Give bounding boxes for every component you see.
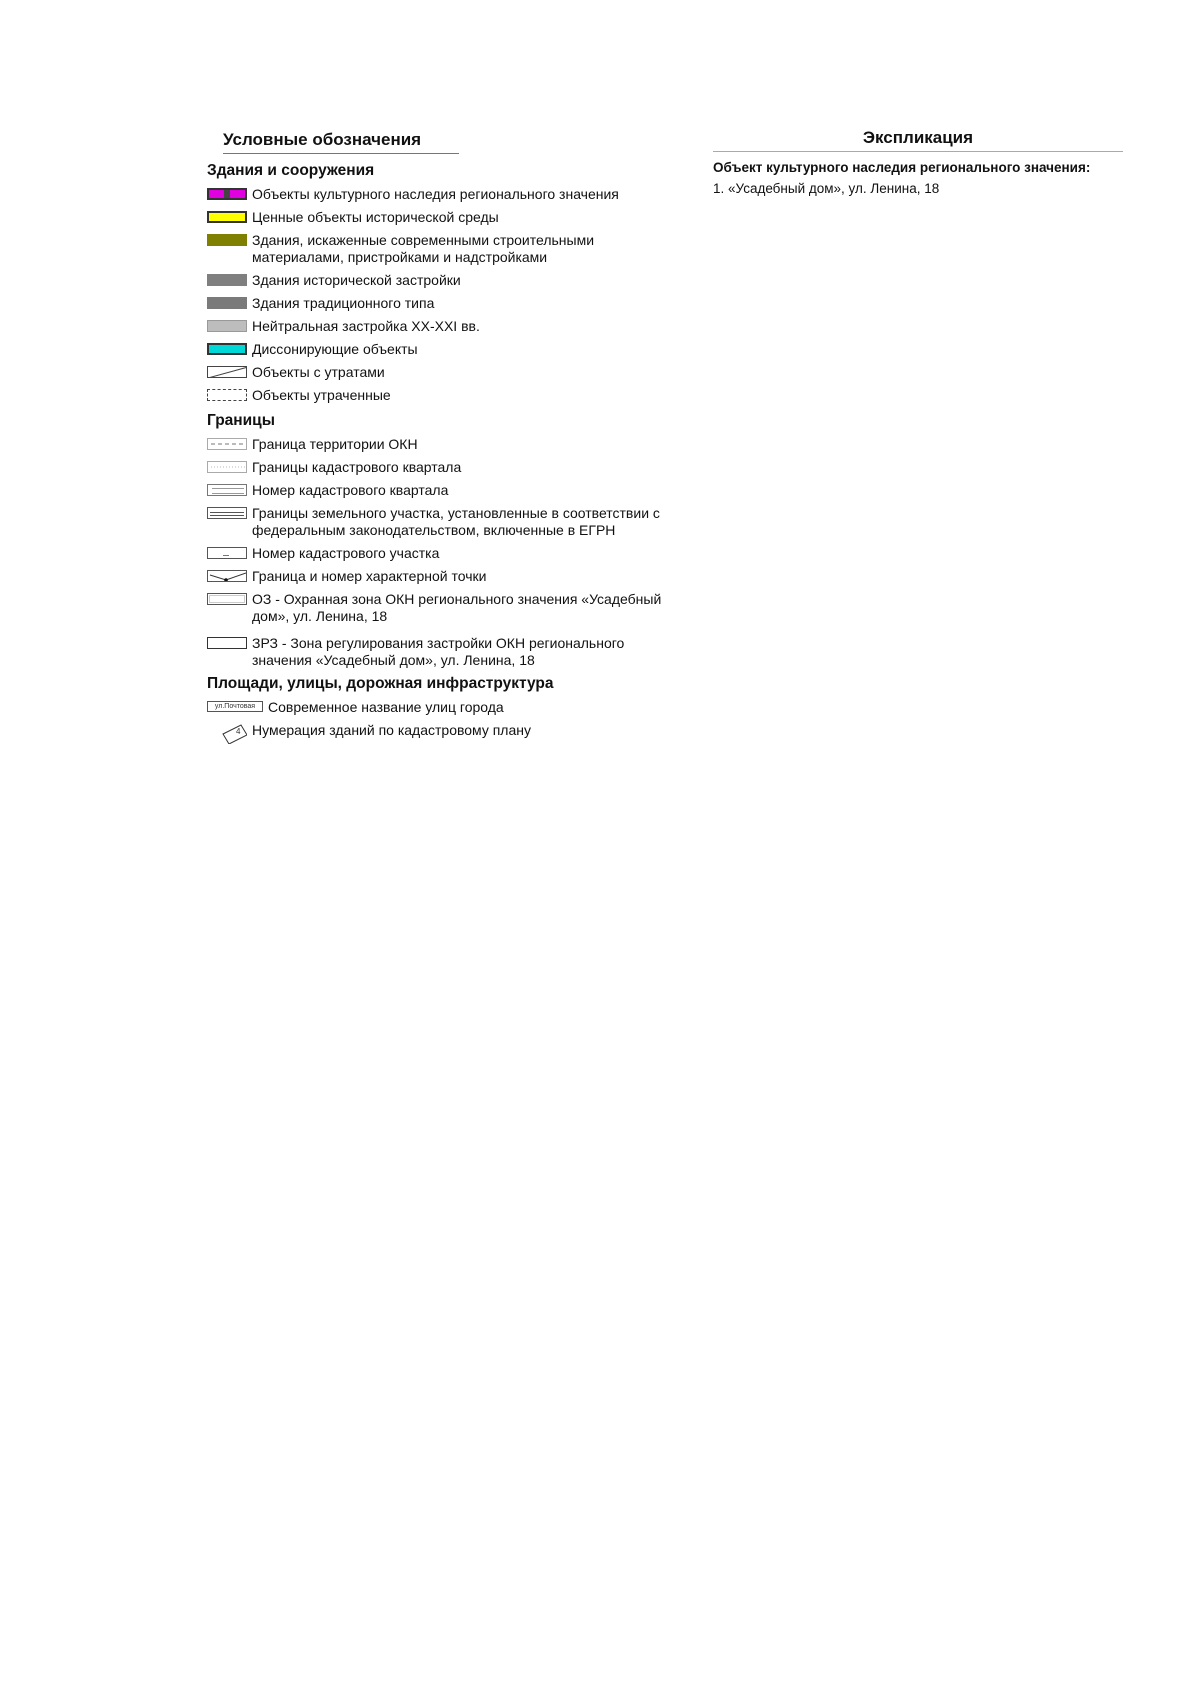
legend-item-dissonant: Диссонирующие объекты <box>207 341 677 358</box>
legend-item-okn-border: Граница территории ОКН <box>207 436 677 453</box>
section-buildings-title: Здания и сооружения <box>207 162 375 179</box>
historic-swatch <box>207 274 247 286</box>
distorted-swatch <box>207 234 247 246</box>
quarter-number-symbol <box>207 484 247 496</box>
quarter-border-symbol <box>207 461 247 473</box>
explication <box>713 128 1123 196</box>
legend-item-historic: Здания исторической застройки <box>207 272 677 289</box>
legend-item-distorted: Здания, искаженные современными строительными материалами, пристройками и надстройками <box>207 232 677 266</box>
legend-item-losses: Объекты с утратами <box>207 364 677 381</box>
legend-item-quarter-number: Номер кадастрового квартала <box>207 482 677 499</box>
okn-border-symbol <box>207 438 247 450</box>
traditional-swatch <box>207 297 247 309</box>
building-number-symbol: 4 <box>207 722 247 744</box>
legend-item-neutral: Нейтральная застройка XX-XXI вв. <box>207 318 677 335</box>
legend <box>207 130 677 750</box>
legend-item-quarter-borders: Границы кадастрового квартала <box>207 459 677 476</box>
legend-title: Условные обозначения <box>223 130 459 154</box>
legend-item-regulation-zone: ЗРЗ - Зона регулирования застройки ОКН регионального значения «Усадебный дом», ул. Ленина, 18 <box>207 635 677 669</box>
legend-item-heritage: Объекты культурного наследия регионального значения <box>207 186 677 203</box>
losses-symbol <box>207 366 247 378</box>
section-borders-title: Границы <box>207 412 275 429</box>
legend-item-valuable: Ценные объекты исторической среды <box>207 209 677 226</box>
legend-item-traditional: Здания традиционного типа <box>207 295 677 312</box>
explication-subtitle: Объект культурного наследия регионального значения: <box>713 160 1091 175</box>
street-name-symbol: ул.Почтовая <box>207 701 263 712</box>
legend-item-lost: Объекты утраченные <box>207 387 677 404</box>
legend-item-point: Граница и номер характерной точки <box>207 568 677 585</box>
plot-border-symbol <box>207 507 247 519</box>
legend-item-protection-zone: ОЗ - Охранная зона ОКН регионального значения «Усадебный дом», ул. Ленина, 18 <box>207 591 677 625</box>
plot-number-symbol <box>207 547 247 559</box>
heritage-swatch <box>207 188 247 200</box>
point-symbol <box>207 570 247 582</box>
dissonant-swatch <box>207 343 247 355</box>
neutral-swatch <box>207 320 247 332</box>
section-streets-title: Площади, улицы, дорожная инфраструктура <box>207 675 554 692</box>
lost-symbol <box>207 389 247 401</box>
explication-title: Экспликация <box>713 128 1123 152</box>
legend-item-plot-borders: Границы земельного участка, установленные в соответствии с федеральным законодательством, включенные в ЕГРН <box>207 505 677 539</box>
valuable-swatch <box>207 211 247 223</box>
explication-item: 1. «Усадебный дом», ул. Ленина, 18 <box>713 181 940 196</box>
regulation-zone-symbol <box>207 637 247 649</box>
legend-item-plot-number: Номер кадастрового участка <box>207 545 677 562</box>
protection-zone-symbol <box>207 593 247 605</box>
legend-item-building-numbers: 4 Нумерация зданий по кадастровому плану <box>207 722 677 744</box>
legend-item-street-names: ул.Почтовая Современное название улиц города <box>207 699 677 716</box>
